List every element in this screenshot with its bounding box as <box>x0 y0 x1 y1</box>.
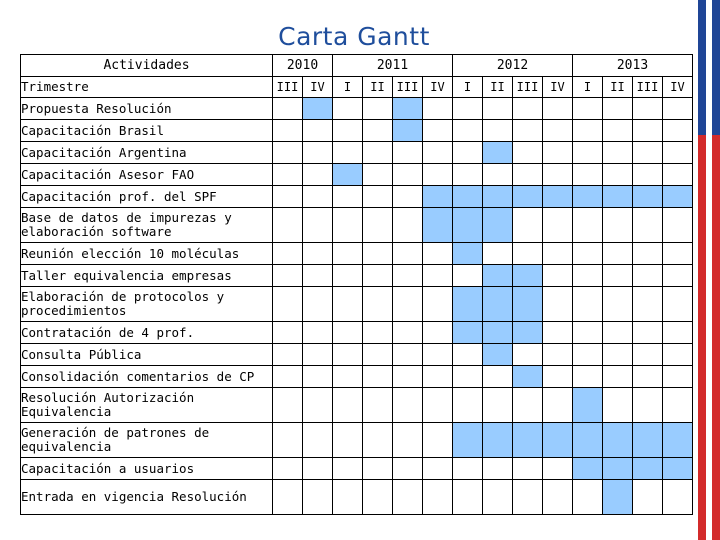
gantt-empty-cell <box>423 423 453 458</box>
gantt-empty-cell <box>453 164 483 186</box>
gantt-empty-cell <box>303 243 333 265</box>
gantt-empty-cell <box>423 265 453 287</box>
gantt-bar-cell <box>603 186 633 208</box>
gantt-empty-cell <box>603 366 633 388</box>
gantt-bar-cell <box>423 186 453 208</box>
gantt-bar-cell <box>573 423 603 458</box>
gantt-empty-cell <box>543 388 573 423</box>
gantt-empty-cell <box>363 458 393 480</box>
gantt-bar-cell <box>513 265 543 287</box>
gantt-empty-cell <box>333 186 363 208</box>
activity-label: Contratación de 4 prof. <box>21 322 273 344</box>
gantt-bar-cell <box>663 186 693 208</box>
quarter-header-cell: III <box>393 77 423 98</box>
gantt-empty-cell <box>303 366 333 388</box>
gantt-empty-cell <box>303 120 333 142</box>
flag-white-stripe <box>706 0 712 540</box>
activity-row <box>21 265 693 287</box>
gantt-empty-cell <box>363 388 393 423</box>
gantt-empty-cell <box>393 322 423 344</box>
gantt-empty-cell <box>423 480 453 515</box>
gantt-empty-cell <box>333 120 363 142</box>
gantt-empty-cell <box>663 142 693 164</box>
gantt-empty-cell <box>363 164 393 186</box>
gantt-bar-cell <box>603 480 633 515</box>
gantt-empty-cell <box>393 423 423 458</box>
gantt-empty-cell <box>483 164 513 186</box>
activity-label: Taller equivalencia empresas <box>21 265 273 287</box>
gantt-empty-cell <box>483 480 513 515</box>
gantt-empty-cell <box>423 458 453 480</box>
gantt-empty-cell <box>663 164 693 186</box>
gantt-empty-cell <box>303 142 333 164</box>
gantt-empty-cell <box>603 287 633 322</box>
gantt-empty-cell <box>303 164 333 186</box>
gantt-empty-cell <box>363 287 393 322</box>
quarter-header-cell: III <box>633 77 663 98</box>
gantt-empty-cell <box>303 480 333 515</box>
gantt-empty-cell <box>663 120 693 142</box>
gantt-empty-cell <box>663 287 693 322</box>
activity-label: Elaboración de protocolos y procedimientos <box>21 287 273 322</box>
gantt-empty-cell <box>663 344 693 366</box>
quarter-header-cell: III <box>513 77 543 98</box>
gantt-empty-cell <box>333 322 363 344</box>
gantt-empty-cell <box>423 120 453 142</box>
year-header-2011: 2011 <box>333 55 453 77</box>
gantt-empty-cell <box>363 142 393 164</box>
quarter-header-cell: III <box>273 77 303 98</box>
gantt-empty-cell <box>393 186 423 208</box>
gantt-empty-cell <box>303 265 333 287</box>
gantt-empty-cell <box>363 423 393 458</box>
activity-label: Consulta Pública <box>21 344 273 366</box>
gantt-bar-cell <box>393 120 423 142</box>
gantt-empty-cell <box>543 120 573 142</box>
gantt-bar-cell <box>513 322 543 344</box>
gantt-empty-cell <box>303 388 333 423</box>
gantt-empty-cell <box>543 243 573 265</box>
gantt-empty-cell <box>573 265 603 287</box>
year-header-2012: 2012 <box>453 55 573 77</box>
gantt-empty-cell <box>633 287 663 322</box>
activity-label: Capacitación a usuarios <box>21 458 273 480</box>
gantt-empty-cell <box>663 322 693 344</box>
gantt-empty-cell <box>633 480 663 515</box>
gantt-empty-cell <box>273 142 303 164</box>
gantt-empty-cell <box>363 366 393 388</box>
gantt-empty-cell <box>423 344 453 366</box>
year-header-row <box>21 55 693 77</box>
gantt-bar-cell <box>453 423 483 458</box>
gantt-empty-cell <box>513 458 543 480</box>
gantt-empty-cell <box>603 265 633 287</box>
gantt-empty-cell <box>453 142 483 164</box>
gantt-empty-cell <box>273 480 303 515</box>
gantt-empty-cell <box>513 480 543 515</box>
activities-header: Actividades <box>21 55 273 77</box>
gantt-empty-cell <box>573 208 603 243</box>
page-title: Carta Gantt <box>278 22 430 51</box>
gantt-empty-cell <box>423 287 453 322</box>
gantt-empty-cell <box>363 243 393 265</box>
gantt-empty-cell <box>273 388 303 423</box>
gantt-empty-cell <box>363 186 393 208</box>
gantt-empty-cell <box>393 458 423 480</box>
gantt-empty-cell <box>573 480 603 515</box>
activity-label: Generación de patrones de equivalencia <box>21 423 273 458</box>
gantt-empty-cell <box>663 265 693 287</box>
gantt-bar-cell <box>453 243 483 265</box>
activity-row <box>21 480 693 515</box>
activity-label: Reunión elección 10 moléculas <box>21 243 273 265</box>
gantt-bar-cell <box>483 265 513 287</box>
gantt-empty-cell <box>633 98 663 120</box>
gantt-empty-cell <box>543 208 573 243</box>
gantt-empty-cell <box>543 98 573 120</box>
gantt-empty-cell <box>423 98 453 120</box>
activity-row <box>21 208 693 243</box>
gantt-empty-cell <box>273 366 303 388</box>
gantt-empty-cell <box>453 98 483 120</box>
gantt-empty-cell <box>393 344 423 366</box>
gantt-empty-cell <box>453 366 483 388</box>
gantt-empty-cell <box>603 98 633 120</box>
gantt-bar-cell <box>663 458 693 480</box>
gantt-empty-cell <box>453 480 483 515</box>
gantt-bar-cell <box>633 186 663 208</box>
activity-row <box>21 322 693 344</box>
gantt-empty-cell <box>573 164 603 186</box>
gantt-empty-cell <box>363 98 393 120</box>
gantt-empty-cell <box>273 120 303 142</box>
gantt-empty-cell <box>453 120 483 142</box>
quarter-header-label: Trimestre <box>21 77 273 98</box>
gantt-empty-cell <box>633 344 663 366</box>
gantt-empty-cell <box>513 344 543 366</box>
gantt-empty-cell <box>333 480 363 515</box>
gantt-empty-cell <box>603 344 633 366</box>
gantt-bar-cell <box>513 423 543 458</box>
activity-row <box>21 164 693 186</box>
gantt-empty-cell <box>303 322 333 344</box>
gantt-empty-cell <box>393 265 423 287</box>
gantt-empty-cell <box>483 458 513 480</box>
gantt-empty-cell <box>363 208 393 243</box>
quarter-header-cell: IV <box>543 77 573 98</box>
gantt-bar-cell <box>393 98 423 120</box>
gantt-empty-cell <box>633 265 663 287</box>
gantt-empty-cell <box>603 142 633 164</box>
gantt-bar-cell <box>513 366 543 388</box>
gantt-empty-cell <box>513 388 543 423</box>
gantt-bar-cell <box>483 423 513 458</box>
gantt-empty-cell <box>363 120 393 142</box>
gantt-empty-cell <box>333 265 363 287</box>
gantt-empty-cell <box>393 480 423 515</box>
quarter-header-cell: I <box>573 77 603 98</box>
activity-row <box>21 120 693 142</box>
activity-row <box>21 243 693 265</box>
gantt-empty-cell <box>483 366 513 388</box>
gantt-empty-cell <box>633 164 663 186</box>
gantt-empty-cell <box>363 344 393 366</box>
gantt-empty-cell <box>633 322 663 344</box>
gantt-empty-cell <box>633 142 663 164</box>
gantt-empty-cell <box>303 186 333 208</box>
gantt-bar-cell <box>453 287 483 322</box>
gantt-empty-cell <box>603 208 633 243</box>
gantt-bar-cell <box>453 322 483 344</box>
gantt-bar-cell <box>603 458 633 480</box>
gantt-empty-cell <box>273 458 303 480</box>
quarter-header-row <box>21 77 693 98</box>
gantt-empty-cell <box>603 164 633 186</box>
gantt-empty-cell <box>393 142 423 164</box>
gantt-empty-cell <box>333 344 363 366</box>
gantt-empty-cell <box>423 366 453 388</box>
gantt-bar-cell <box>663 423 693 458</box>
gantt-bar-cell <box>483 322 513 344</box>
gantt-empty-cell <box>363 265 393 287</box>
gantt-empty-cell <box>483 388 513 423</box>
gantt-empty-cell <box>513 164 543 186</box>
gantt-empty-cell <box>603 388 633 423</box>
gantt-empty-cell <box>543 322 573 344</box>
gantt-empty-cell <box>543 480 573 515</box>
gantt-empty-cell <box>333 423 363 458</box>
gantt-empty-cell <box>453 458 483 480</box>
gantt-empty-cell <box>423 388 453 423</box>
activity-row <box>21 98 693 120</box>
gantt-empty-cell <box>453 344 483 366</box>
year-header-2013: 2013 <box>573 55 693 77</box>
activity-row <box>21 423 693 458</box>
gantt-empty-cell <box>423 142 453 164</box>
activity-label: Propuesta Resolución <box>21 98 273 120</box>
gantt-empty-cell <box>393 388 423 423</box>
gantt-bar-cell <box>423 208 453 243</box>
gantt-empty-cell <box>393 208 423 243</box>
gantt-empty-cell <box>633 208 663 243</box>
activity-label: Capacitación prof. del SPF <box>21 186 273 208</box>
gantt-empty-cell <box>543 366 573 388</box>
gantt-empty-cell <box>483 98 513 120</box>
activity-row <box>21 287 693 322</box>
activity-row <box>21 186 693 208</box>
activity-label: Capacitación Brasil <box>21 120 273 142</box>
gantt-empty-cell <box>573 344 603 366</box>
activity-label: Base de datos de impurezas y elaboración software <box>21 208 273 243</box>
activity-label: Capacitación Argentina <box>21 142 273 164</box>
gantt-empty-cell <box>393 287 423 322</box>
gantt-empty-cell <box>633 243 663 265</box>
gantt-empty-cell <box>543 265 573 287</box>
gantt-empty-cell <box>273 186 303 208</box>
quarter-header-cell: I <box>453 77 483 98</box>
gantt-empty-cell <box>573 98 603 120</box>
gantt-empty-cell <box>273 164 303 186</box>
gantt-empty-cell <box>273 344 303 366</box>
gantt-empty-cell <box>273 208 303 243</box>
gantt-bar-cell <box>513 287 543 322</box>
gantt-empty-cell <box>603 120 633 142</box>
gantt-empty-cell <box>363 322 393 344</box>
gantt-empty-cell <box>333 388 363 423</box>
gantt-bar-cell <box>483 287 513 322</box>
gantt-empty-cell <box>573 322 603 344</box>
gantt-empty-cell <box>663 388 693 423</box>
gantt-bar-cell <box>483 186 513 208</box>
gantt-bar-cell <box>543 186 573 208</box>
gantt-empty-cell <box>333 98 363 120</box>
gantt-empty-cell <box>273 423 303 458</box>
gantt-bar-cell <box>543 423 573 458</box>
gantt-empty-cell <box>393 164 423 186</box>
gantt-bar-cell <box>513 186 543 208</box>
quarter-header-cell: IV <box>303 77 333 98</box>
gantt-bar-cell <box>303 98 333 120</box>
gantt-empty-cell <box>273 265 303 287</box>
gantt-empty-cell <box>513 142 543 164</box>
gantt-empty-cell <box>423 243 453 265</box>
gantt-bar-cell <box>333 164 363 186</box>
gantt-bar-cell <box>453 208 483 243</box>
gantt-empty-cell <box>573 287 603 322</box>
gantt-table <box>20 54 693 515</box>
activity-row <box>21 142 693 164</box>
gantt-empty-cell <box>513 120 543 142</box>
gantt-empty-cell <box>663 243 693 265</box>
activity-row <box>21 388 693 423</box>
gantt-empty-cell <box>543 287 573 322</box>
gantt-empty-cell <box>363 480 393 515</box>
gantt-empty-cell <box>543 458 573 480</box>
gantt-bar-cell <box>573 186 603 208</box>
gantt-empty-cell <box>663 98 693 120</box>
activity-label: Consolidación comentarios de CP <box>21 366 273 388</box>
gantt-bar-cell <box>603 423 633 458</box>
activity-label: Entrada en vigencia Resolución <box>21 480 273 515</box>
gantt-bar-cell <box>453 186 483 208</box>
gantt-empty-cell <box>633 388 663 423</box>
gantt-empty-cell <box>333 287 363 322</box>
gantt-empty-cell <box>303 458 333 480</box>
gantt-empty-cell <box>453 388 483 423</box>
gantt-bar-cell <box>483 344 513 366</box>
gantt-empty-cell <box>333 208 363 243</box>
gantt-empty-cell <box>423 322 453 344</box>
activity-label: Resolución Autorización Equivalencia <box>21 388 273 423</box>
gantt-empty-cell <box>333 458 363 480</box>
gantt-empty-cell <box>573 366 603 388</box>
gantt-empty-cell <box>543 164 573 186</box>
quarter-header-cell: I <box>333 77 363 98</box>
gantt-empty-cell <box>273 98 303 120</box>
gantt-bar-cell <box>633 458 663 480</box>
gantt-empty-cell <box>453 265 483 287</box>
gantt-empty-cell <box>663 208 693 243</box>
gantt-bar-cell <box>483 142 513 164</box>
gantt-bar-cell <box>573 458 603 480</box>
gantt-empty-cell <box>573 142 603 164</box>
gantt-empty-cell <box>273 287 303 322</box>
year-header-2010: 2010 <box>273 55 333 77</box>
gantt-empty-cell <box>543 344 573 366</box>
gantt-empty-cell <box>603 243 633 265</box>
gantt-empty-cell <box>483 243 513 265</box>
gantt-empty-cell <box>303 344 333 366</box>
activity-row <box>21 344 693 366</box>
activity-label: Capacitación Asesor FAO <box>21 164 273 186</box>
gantt-empty-cell <box>513 243 543 265</box>
gantt-empty-cell <box>393 366 423 388</box>
gantt-empty-cell <box>303 287 333 322</box>
gantt-empty-cell <box>543 142 573 164</box>
gantt-empty-cell <box>663 366 693 388</box>
gantt-empty-cell <box>483 120 513 142</box>
gantt-empty-cell <box>273 322 303 344</box>
gantt-empty-cell <box>303 208 333 243</box>
quarter-header-cell: IV <box>663 77 693 98</box>
gantt-empty-cell <box>573 120 603 142</box>
gantt-empty-cell <box>333 243 363 265</box>
gantt-empty-cell <box>573 243 603 265</box>
gantt-bar-cell <box>573 388 603 423</box>
activity-row <box>21 366 693 388</box>
quarter-header-cell: II <box>363 77 393 98</box>
quarter-header-cell: IV <box>423 77 453 98</box>
gantt-empty-cell <box>513 98 543 120</box>
gantt-empty-cell <box>633 120 663 142</box>
gantt-empty-cell <box>663 480 693 515</box>
gantt-bar-cell <box>633 423 663 458</box>
gantt-empty-cell <box>333 142 363 164</box>
quarter-header-cell: II <box>603 77 633 98</box>
gantt-empty-cell <box>513 208 543 243</box>
activity-row <box>21 458 693 480</box>
quarter-header-cell: II <box>483 77 513 98</box>
gantt-empty-cell <box>303 423 333 458</box>
gantt-empty-cell <box>273 243 303 265</box>
gantt-empty-cell <box>333 366 363 388</box>
gantt-empty-cell <box>603 322 633 344</box>
gantt-empty-cell <box>393 243 423 265</box>
gantt-bar-cell <box>483 208 513 243</box>
gantt-empty-cell <box>633 366 663 388</box>
gantt-empty-cell <box>423 164 453 186</box>
